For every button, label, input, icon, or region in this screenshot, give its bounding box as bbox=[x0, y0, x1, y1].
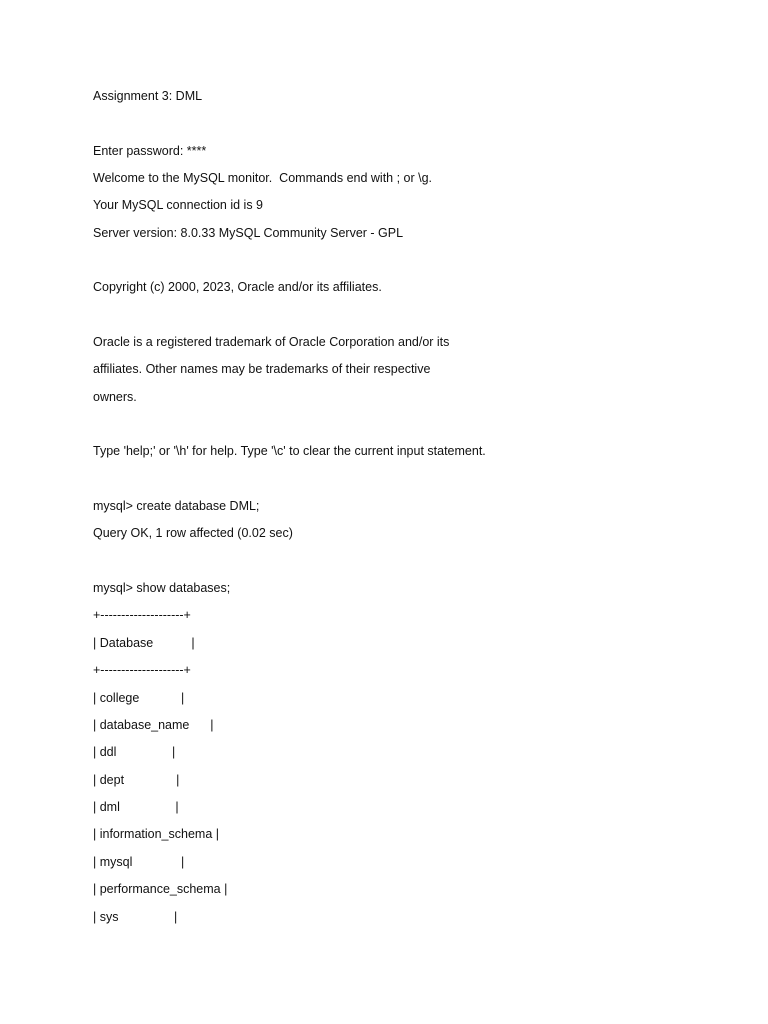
table-row: | sys | bbox=[93, 910, 178, 924]
table-row: | college | bbox=[93, 691, 185, 705]
copyright-line: Copyright (c) 2000, 2023, Oracle and/or its affiliates. bbox=[93, 280, 382, 294]
trademark-line-1: Oracle is a registered trademark of Oracle Corporation and/or its bbox=[93, 335, 450, 349]
table-row: | performance_schema | bbox=[93, 882, 228, 896]
password-prompt-line: Enter password: **** bbox=[93, 144, 207, 158]
table-header-row: | Database | bbox=[93, 636, 195, 650]
document-title: Assignment 3: DML bbox=[93, 89, 203, 103]
server-version-line: Server version: 8.0.33 MySQL Community Server - GPL bbox=[93, 226, 404, 240]
table-row: | dept | bbox=[93, 773, 180, 787]
table-row: | database_name | bbox=[93, 718, 214, 732]
table-row: | information_schema | bbox=[93, 827, 219, 841]
command-create-database: mysql> create database DML; bbox=[93, 499, 260, 513]
welcome-line: Welcome to the MySQL monitor. Commands end with ; or \g. bbox=[93, 171, 433, 185]
command-show-databases: mysql> show databases; bbox=[93, 581, 231, 595]
connection-id-line: Your MySQL connection id is 9 bbox=[93, 198, 264, 212]
table-row: | ddl | bbox=[93, 745, 176, 759]
trademark-line-3: owners. bbox=[93, 390, 137, 404]
table-row: | mysql | bbox=[93, 855, 185, 869]
table-border-header: +--------------------+ bbox=[93, 663, 191, 677]
query-result-line: Query OK, 1 row affected (0.02 sec) bbox=[93, 526, 293, 540]
table-row: | dml | bbox=[93, 800, 179, 814]
help-line: Type 'help;' or '\h' for help. Type '\c' to clear the current input statement. bbox=[93, 444, 486, 458]
trademark-line-2: affiliates. Other names may be trademarks of their respective bbox=[93, 362, 431, 376]
table-border-top: +--------------------+ bbox=[93, 608, 191, 622]
